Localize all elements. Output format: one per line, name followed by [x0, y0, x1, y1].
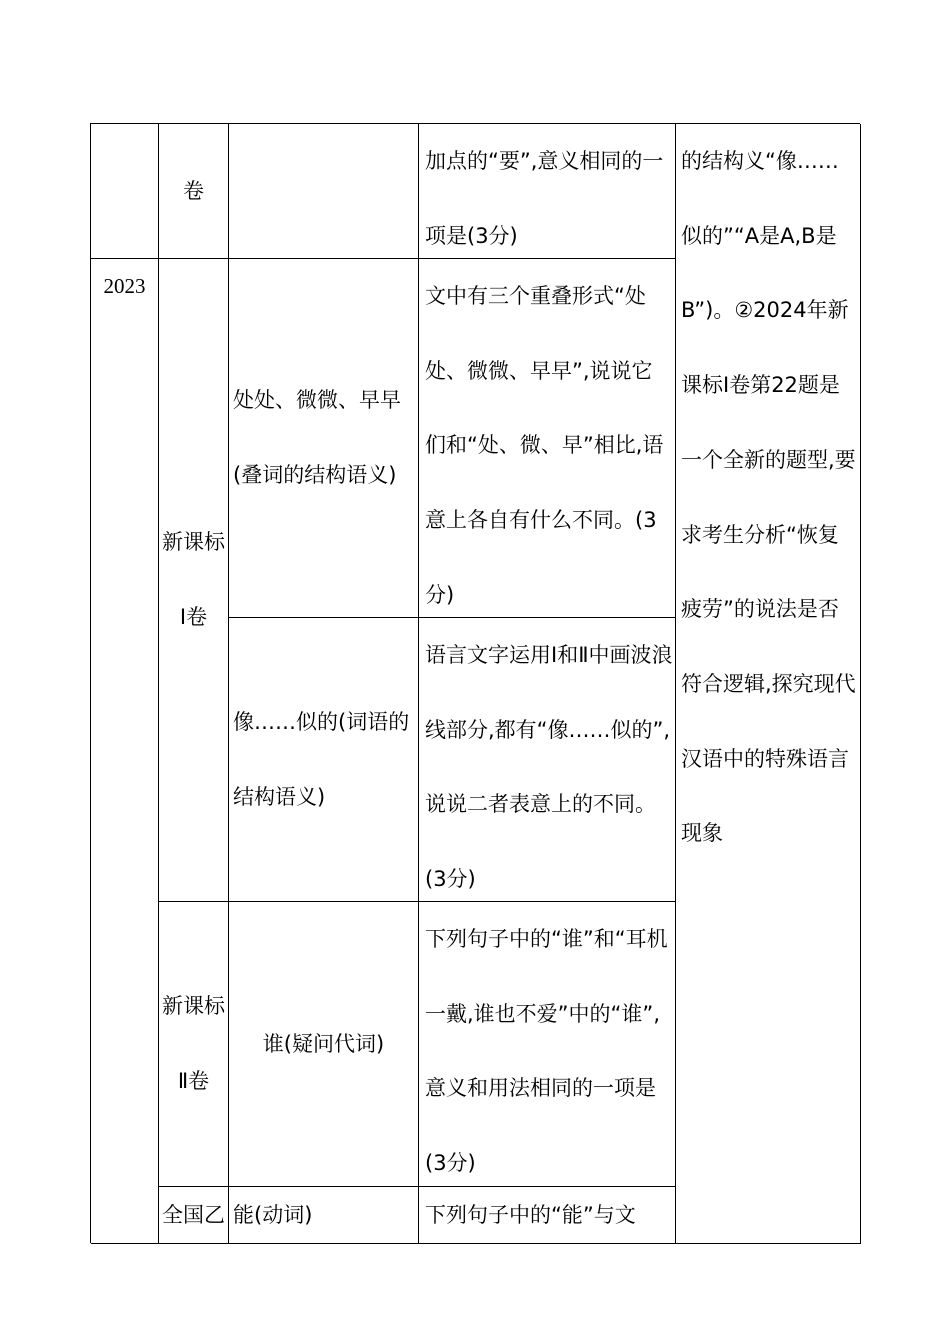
- question-cell: [419, 902, 676, 1187]
- year-cell-continued: [91, 124, 159, 259]
- question-text: 下列句子中的“谁”和“耳机一戴,谁也不爱”中的“谁”,意义和用法相同的一项是(3分): [425, 927, 668, 1176]
- point-cell: [229, 259, 419, 618]
- point-cell-continued: [229, 124, 419, 259]
- question-cell-continued: [419, 124, 676, 259]
- question-text: 下列句子中的“能”与文: [425, 1203, 636, 1227]
- year-cell: [91, 259, 159, 1244]
- question-text: 加点的“要”,意义相同的一项是(3分): [425, 149, 664, 248]
- paper-label: 新课标Ⅱ卷: [162, 994, 225, 1093]
- paper-cell: [159, 1187, 229, 1244]
- point-text: 处处、微微、早早(叠词的结构语义): [233, 388, 401, 487]
- paper-label: 新课标Ⅰ卷: [162, 530, 225, 629]
- paper-cell: [159, 259, 229, 902]
- point-text: 谁(疑问代词): [262, 1031, 385, 1056]
- paper-label: 卷: [183, 178, 204, 203]
- question-cell: [419, 1187, 676, 1244]
- question-cell: [419, 259, 676, 618]
- point-cell: [229, 618, 419, 902]
- year-label: 2023: [103, 274, 146, 298]
- note-text: 的结构义“像……似的”“A是A,B是B”)。②2024年新课标Ⅰ卷第22题是一个全新的题型,要求考生分析“恢复疲劳”的说法是否符合逻辑,探究现代汉语中的特殊语言现象: [681, 149, 856, 846]
- point-cell: [229, 902, 419, 1187]
- question-text: 文中有三个重叠形式“处处、微微、早早”,说说它们和“处、微、早”相比,语意上各自有什么不同。(3分): [425, 284, 664, 607]
- exam-analysis-table: [90, 123, 860, 1243]
- note-cell: [676, 124, 861, 1244]
- paper-label: 全国乙: [162, 1203, 225, 1227]
- point-text: 能(动词): [233, 1203, 313, 1227]
- question-text: 语言文字运用Ⅰ和Ⅱ中画波浪线部分,都有“像……似的”,说说二者表意上的不同。(3分): [425, 643, 673, 892]
- point-text: 像……似的(词语的结构语义): [233, 709, 410, 809]
- paper-cell-continued: [159, 124, 229, 259]
- question-cell: [419, 618, 676, 902]
- point-cell: [229, 1187, 419, 1244]
- paper-cell: [159, 902, 229, 1187]
